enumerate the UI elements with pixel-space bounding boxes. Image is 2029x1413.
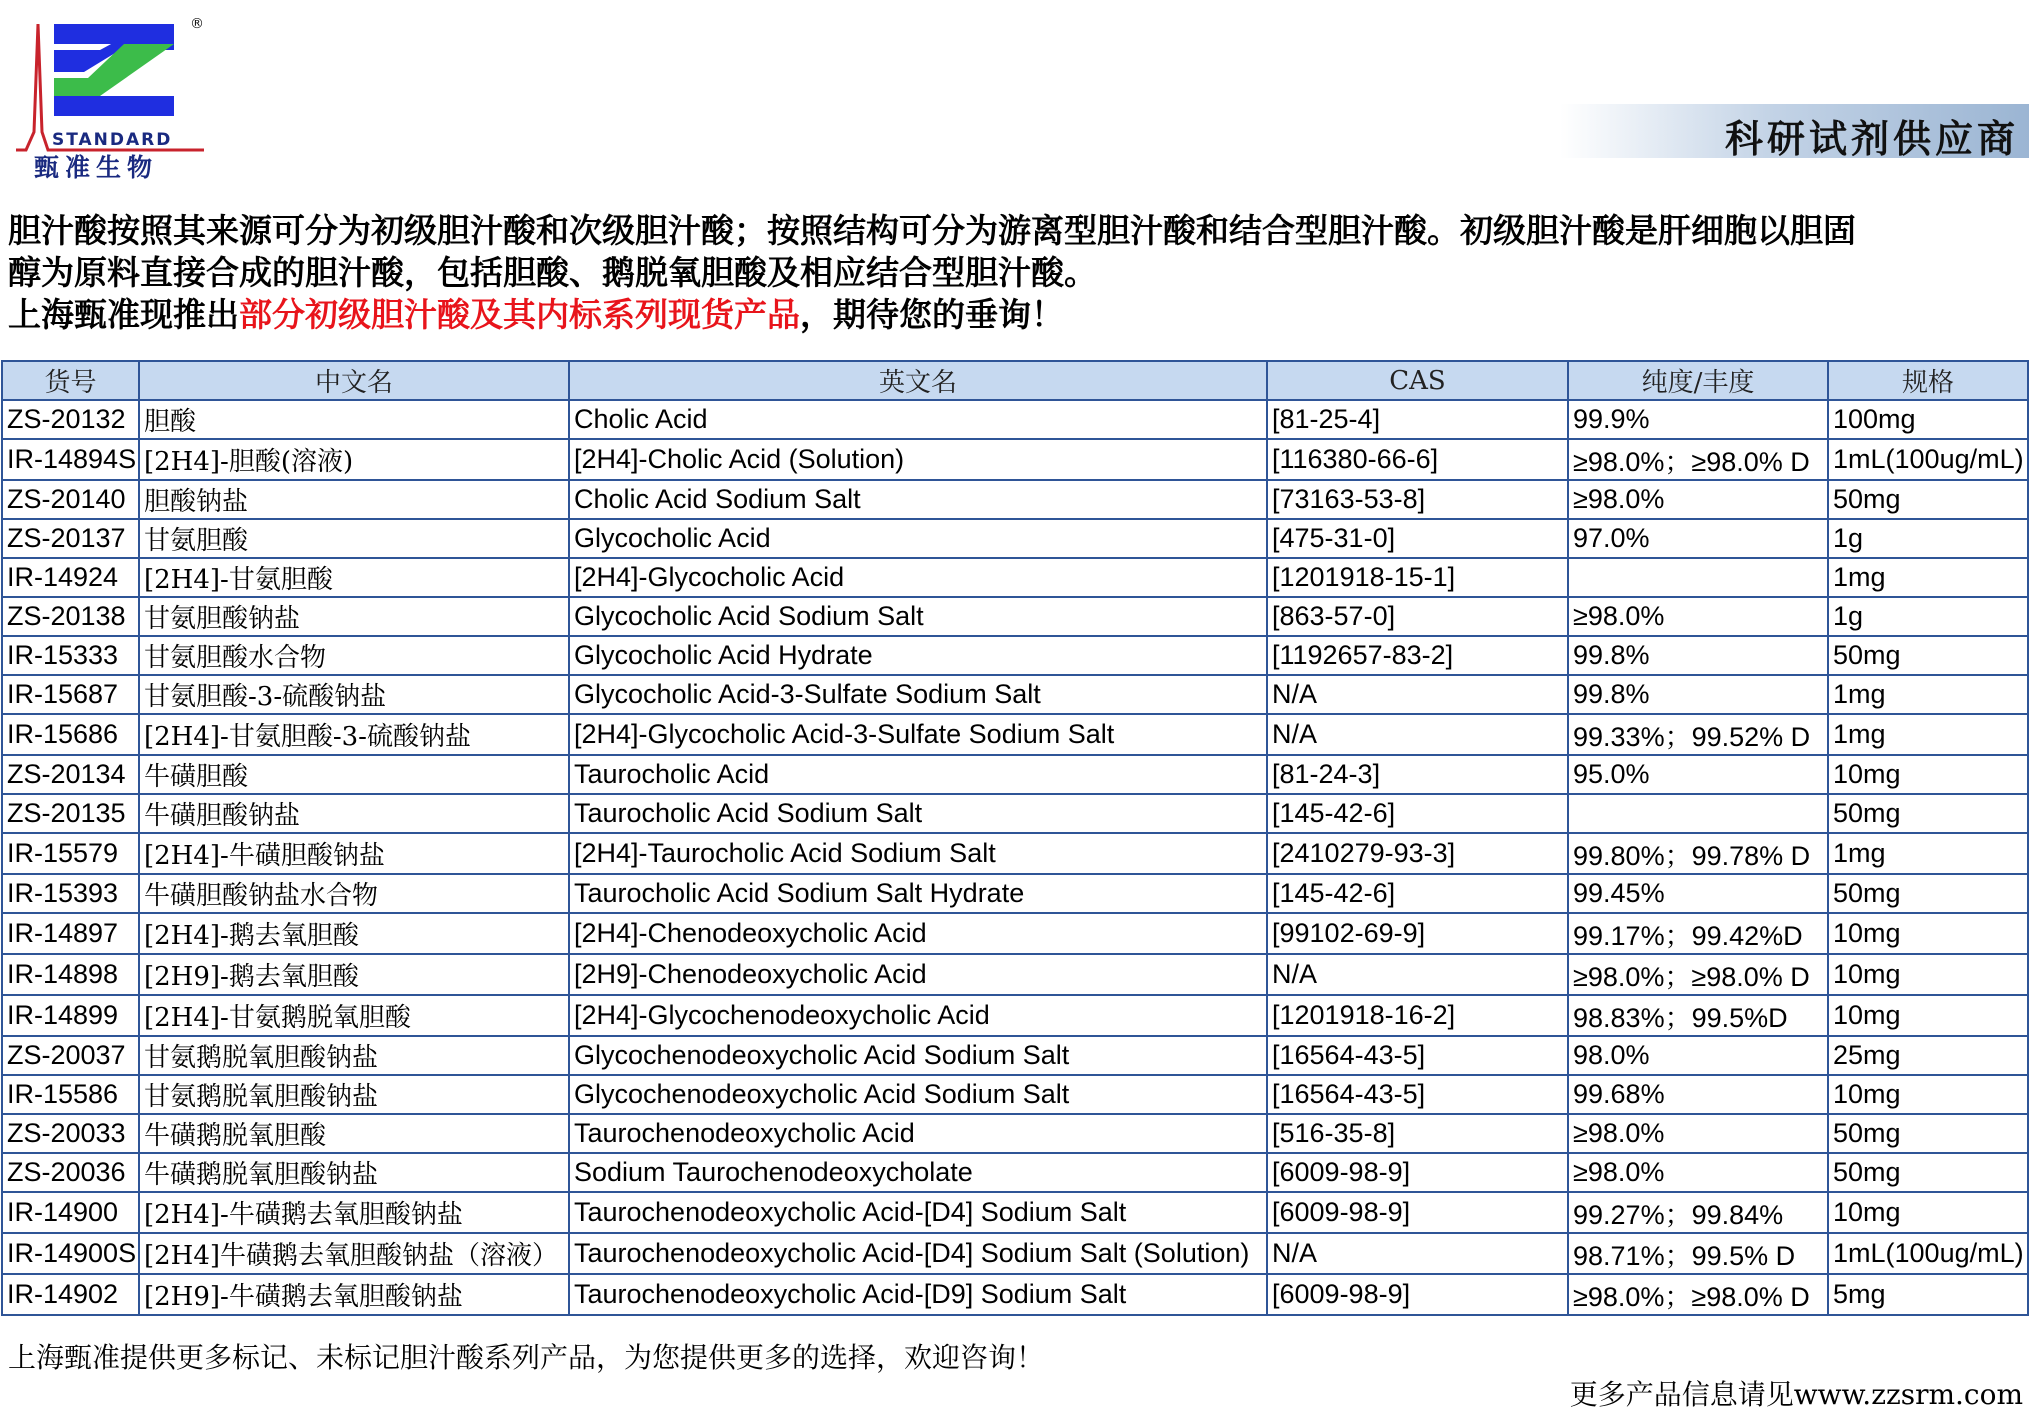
- catalog-no-cell: IR-15687: [2, 675, 139, 714]
- spec-cell: 100mg: [1828, 400, 2028, 439]
- spec-cell: 50mg: [1828, 1153, 2028, 1192]
- purity-cell: 97.0%: [1568, 519, 1828, 558]
- cas-cell: [6009-98-9]: [1267, 1274, 1568, 1315]
- purity-cell: 98.71%；99.5% D: [1568, 1233, 1828, 1274]
- english-name-cell: [2H4]-Taurocholic Acid Sodium Salt: [569, 833, 1267, 874]
- spec-cell: 10mg: [1828, 995, 2028, 1036]
- chinese-name-cell: 牛磺胆酸钠盐水合物: [139, 874, 569, 913]
- table-row: [2, 519, 2028, 558]
- cas-cell: [73163-53-8]: [1267, 480, 1568, 519]
- english-name-cell: Glycocholic Acid-3-Sulfate Sodium Salt: [569, 675, 1267, 714]
- table-row: [2, 913, 2028, 954]
- header-purity: 纯度/丰度: [1568, 361, 1828, 400]
- purity-cell: 99.17%；99.42%D: [1568, 913, 1828, 954]
- cas-cell: [6009-98-9]: [1267, 1153, 1568, 1192]
- registered-mark: ®: [190, 16, 204, 32]
- chinese-name-cell: 牛磺胆酸: [139, 755, 569, 794]
- cas-cell: [475-31-0]: [1267, 519, 1568, 558]
- intro-line-1: 胆汁酸按照其来源可分为初级胆汁酸和次级胆汁酸；按照结构可分为游离型胆汁酸和结合型胆汁酸。初级胆汁酸是肝细胞以胆固: [8, 211, 1856, 250]
- english-name-cell: Sodium Taurochenodeoxycholate: [569, 1153, 1267, 1192]
- cas-cell: [1201918-15-1]: [1267, 558, 1568, 597]
- chinese-name-cell: [2H4]-甘氨胆酸-3-硫酸钠盐: [139, 714, 569, 755]
- purity-cell: ≥98.0%: [1568, 1114, 1828, 1153]
- chinese-name-cell: [2H4]牛磺鹅去氧胆酸钠盐（溶液）: [139, 1233, 569, 1274]
- chinese-name-cell: [2H4]-牛磺鹅去氧胆酸钠盐: [139, 1192, 569, 1233]
- table-row: [2, 1233, 2028, 1274]
- catalog-no-cell: ZS-20033: [2, 1114, 139, 1153]
- table-row: [2, 714, 2028, 755]
- spec-cell: 5mg: [1828, 1274, 2028, 1315]
- spec-cell: 10mg: [1828, 1075, 2028, 1114]
- catalog-no-cell: ZS-20135: [2, 794, 139, 833]
- catalog-no-cell: IR-14899: [2, 995, 139, 1036]
- catalog-no-cell: IR-15393: [2, 874, 139, 913]
- english-name-cell: Taurochenodeoxycholic Acid-[D9] Sodium Salt: [569, 1274, 1267, 1315]
- cas-cell: N/A: [1267, 675, 1568, 714]
- catalog-no-cell: ZS-20132: [2, 400, 139, 439]
- english-name-cell: [2H4]-Cholic Acid (Solution): [569, 439, 1267, 480]
- purity-cell: 99.8%: [1568, 675, 1828, 714]
- header-cas: CAS: [1267, 361, 1568, 400]
- purity-cell: 99.9%: [1568, 400, 1828, 439]
- purity-cell: 99.33%；99.52% D: [1568, 714, 1828, 755]
- spec-cell: 1g: [1828, 597, 2028, 636]
- chinese-name-cell: 胆酸钠盐: [139, 480, 569, 519]
- chinese-name-cell: [2H4]-甘氨胆酸: [139, 558, 569, 597]
- intro-line-3-prefix: 上海甄准现推出: [8, 295, 239, 334]
- cas-cell: [863-57-0]: [1267, 597, 1568, 636]
- chinese-name-cell: [2H4]-牛磺胆酸钠盐: [139, 833, 569, 874]
- table-row: [2, 1192, 2028, 1233]
- purity-cell: 99.80%；99.78% D: [1568, 833, 1828, 874]
- spec-cell: 50mg: [1828, 874, 2028, 913]
- cas-cell: [99102-69-9]: [1267, 913, 1568, 954]
- intro-line-3: [8, 294, 2018, 336]
- cas-cell: [145-42-6]: [1267, 874, 1568, 913]
- chinese-name-cell: [2H4]-鹅去氧胆酸: [139, 913, 569, 954]
- product-table-body: [2, 400, 2028, 1315]
- english-name-cell: [2H4]-Glycochenodeoxycholic Acid: [569, 995, 1267, 1036]
- chinese-name-cell: 甘氨胆酸钠盐: [139, 597, 569, 636]
- cas-cell: N/A: [1267, 954, 1568, 995]
- spec-cell: 50mg: [1828, 794, 2028, 833]
- cas-cell: [1201918-16-2]: [1267, 995, 1568, 1036]
- english-name-cell: Taurochenodeoxycholic Acid-[D4] Sodium Salt: [569, 1192, 1267, 1233]
- table-row: [2, 874, 2028, 913]
- cas-cell: [81-24-3]: [1267, 755, 1568, 794]
- header-catalog-no: 货号: [2, 361, 139, 400]
- cas-cell: [116380-66-6]: [1267, 439, 1568, 480]
- table-row: [2, 675, 2028, 714]
- table-row: [2, 1274, 2028, 1315]
- header-spec: 规格: [1828, 361, 2028, 400]
- english-name-cell: Glycocholic Acid Sodium Salt: [569, 597, 1267, 636]
- spec-cell: 1g: [1828, 519, 2028, 558]
- spec-cell: 10mg: [1828, 755, 2028, 794]
- chinese-name-cell: 牛磺鹅脱氧胆酸: [139, 1114, 569, 1153]
- english-name-cell: Glycochenodeoxycholic Acid Sodium Salt: [569, 1075, 1267, 1114]
- purity-cell: ≥98.0%；≥98.0% D: [1568, 954, 1828, 995]
- table-row: [2, 1114, 2028, 1153]
- spec-cell: 10mg: [1828, 1192, 2028, 1233]
- chinese-name-cell: [2H4]-甘氨鹅脱氧胆酸: [139, 995, 569, 1036]
- spec-cell: 1mg: [1828, 558, 2028, 597]
- chinese-name-cell: [2H9]-牛磺鹅去氧胆酸钠盐: [139, 1274, 569, 1315]
- catalog-no-cell: IR-15333: [2, 636, 139, 675]
- header-banner: [1560, 104, 2029, 161]
- english-name-cell: Glycocholic Acid Hydrate: [569, 636, 1267, 675]
- chinese-name-cell: 牛磺鹅脱氧胆酸钠盐: [139, 1153, 569, 1192]
- cas-cell: [16564-43-5]: [1267, 1075, 1568, 1114]
- footer-note: 上海甄准提供更多标记、未标记胆汁酸系列产品，为您提供更多的选择，欢迎咨询！: [8, 1341, 1045, 1374]
- chinese-name-cell: [2H4]-胆酸(溶液): [139, 439, 569, 480]
- logo-chinese-name: 甄准生物: [34, 153, 159, 182]
- spec-cell: 50mg: [1828, 1114, 2028, 1153]
- purity-cell: ≥98.0%: [1568, 1153, 1828, 1192]
- cas-cell: [16564-43-5]: [1267, 1036, 1568, 1075]
- catalog-no-cell: IR-15586: [2, 1075, 139, 1114]
- table-row: [2, 480, 2028, 519]
- banner-slogan: 科研试剂供应商: [1724, 116, 2019, 161]
- catalog-no-cell: IR-15686: [2, 714, 139, 755]
- cas-cell: [2410279-93-3]: [1267, 833, 1568, 874]
- company-logo: [14, 14, 214, 186]
- catalog-no-cell: IR-14902: [2, 1274, 139, 1315]
- table-row: [2, 597, 2028, 636]
- cas-cell: [1192657-83-2]: [1267, 636, 1568, 675]
- intro-paragraph: [8, 210, 2018, 336]
- header-english-name: 英文名: [569, 361, 1267, 400]
- table-row: [2, 439, 2028, 480]
- purity-cell: [1568, 794, 1828, 833]
- purity-cell: 99.45%: [1568, 874, 1828, 913]
- cas-cell: N/A: [1267, 714, 1568, 755]
- english-name-cell: Taurochenodeoxycholic Acid-[D4] Sodium Salt (Solution): [569, 1233, 1267, 1274]
- spec-cell: 1mg: [1828, 714, 2028, 755]
- table-row: [2, 755, 2028, 794]
- table-row: [2, 1153, 2028, 1192]
- purity-cell: [1568, 558, 1828, 597]
- spec-cell: 1mL(100ug/mL): [1828, 1233, 2028, 1274]
- chinese-name-cell: 甘氨胆酸水合物: [139, 636, 569, 675]
- catalog-no-cell: ZS-20036: [2, 1153, 139, 1192]
- english-name-cell: [2H4]-Glycocholic Acid-3-Sulfate Sodium Salt: [569, 714, 1267, 755]
- english-name-cell: Cholic Acid: [569, 400, 1267, 439]
- table-row: [2, 636, 2028, 675]
- chinese-name-cell: 甘氨胆酸-3-硫酸钠盐: [139, 675, 569, 714]
- purity-cell: 98.83%；99.5%D: [1568, 995, 1828, 1036]
- catalog-no-cell: ZS-20037: [2, 1036, 139, 1075]
- catalog-no-cell: ZS-20140: [2, 480, 139, 519]
- intro-line-3-suffix: ，期待您的垂询！: [800, 295, 1064, 334]
- chinese-name-cell: 甘氨鹅脱氧胆酸钠盐: [139, 1075, 569, 1114]
- chinese-name-cell: 甘氨胆酸: [139, 519, 569, 558]
- catalog-no-cell: IR-14898: [2, 954, 139, 995]
- cas-cell: [516-35-8]: [1267, 1114, 1568, 1153]
- catalog-no-cell: ZS-20137: [2, 519, 139, 558]
- logo-wordmark: STANDARD: [52, 130, 173, 150]
- chinese-name-cell: [2H9]-鹅去氧胆酸: [139, 954, 569, 995]
- table-row: [2, 400, 2028, 439]
- cas-cell: [6009-98-9]: [1267, 1192, 1568, 1233]
- purity-cell: 99.8%: [1568, 636, 1828, 675]
- spec-cell: 1mg: [1828, 675, 2028, 714]
- cas-cell: N/A: [1267, 1233, 1568, 1274]
- chinese-name-cell: 甘氨鹅脱氧胆酸钠盐: [139, 1036, 569, 1075]
- table-row: [2, 1036, 2028, 1075]
- zz-standard-logo-icon: [14, 14, 214, 186]
- catalog-no-cell: IR-14894S: [2, 439, 139, 480]
- intro-highlight: 部分初级胆汁酸及其内标系列现货产品: [239, 295, 800, 334]
- catalog-no-cell: IR-15579: [2, 833, 139, 874]
- english-name-cell: Taurocholic Acid: [569, 755, 1267, 794]
- english-name-cell: Taurocholic Acid Sodium Salt: [569, 794, 1267, 833]
- catalog-no-cell: IR-14900S: [2, 1233, 139, 1274]
- catalog-no-cell: ZS-20134: [2, 755, 139, 794]
- purity-cell: 98.0%: [1568, 1036, 1828, 1075]
- purity-cell: ≥98.0%；≥98.0% D: [1568, 439, 1828, 480]
- catalog-no-cell: ZS-20138: [2, 597, 139, 636]
- english-name-cell: Taurocholic Acid Sodium Salt Hydrate: [569, 874, 1267, 913]
- purity-cell: 99.68%: [1568, 1075, 1828, 1114]
- english-name-cell: Glycocholic Acid: [569, 519, 1267, 558]
- cas-cell: [145-42-6]: [1267, 794, 1568, 833]
- purity-cell: ≥98.0%: [1568, 597, 1828, 636]
- english-name-cell: [2H9]-Chenodeoxycholic Acid: [569, 954, 1267, 995]
- table-row: [2, 833, 2028, 874]
- table-row: [2, 1075, 2028, 1114]
- table-header-row: [2, 361, 2028, 400]
- english-name-cell: [2H4]-Chenodeoxycholic Acid: [569, 913, 1267, 954]
- cas-cell: [81-25-4]: [1267, 400, 1568, 439]
- spec-cell: 1mL(100ug/mL): [1828, 439, 2028, 480]
- header-chinese-name: 中文名: [139, 361, 569, 400]
- spec-cell: 1mg: [1828, 833, 2028, 874]
- catalog-no-cell: IR-14897: [2, 913, 139, 954]
- catalog-no-cell: IR-14900: [2, 1192, 139, 1233]
- product-table: [1, 360, 2029, 1316]
- chinese-name-cell: 牛磺胆酸钠盐: [139, 794, 569, 833]
- spec-cell: 10mg: [1828, 913, 2028, 954]
- purity-cell: ≥98.0%；≥98.0% D: [1568, 1274, 1828, 1315]
- spec-cell: 50mg: [1828, 480, 2028, 519]
- purity-cell: 95.0%: [1568, 755, 1828, 794]
- purity-cell: 99.27%；99.84%: [1568, 1192, 1828, 1233]
- intro-line-2: 醇为原料直接合成的胆汁酸，包括胆酸、鹅脱氧胆酸及相应结合型胆汁酸。: [8, 253, 1097, 292]
- catalog-no-cell: IR-14924: [2, 558, 139, 597]
- purity-cell: ≥98.0%: [1568, 480, 1828, 519]
- spec-cell: 25mg: [1828, 1036, 2028, 1075]
- english-name-cell: Cholic Acid Sodium Salt: [569, 480, 1267, 519]
- english-name-cell: Glycochenodeoxycholic Acid Sodium Salt: [569, 1036, 1267, 1075]
- table-row: [2, 954, 2028, 995]
- english-name-cell: [2H4]-Glycocholic Acid: [569, 558, 1267, 597]
- spec-cell: 10mg: [1828, 954, 2028, 995]
- website-link[interactable]: 更多产品信息请见www.zzsrm.com: [1569, 1378, 2023, 1411]
- english-name-cell: Taurochenodeoxycholic Acid: [569, 1114, 1267, 1153]
- table-row: [2, 558, 2028, 597]
- table-row: [2, 794, 2028, 833]
- spec-cell: 50mg: [1828, 636, 2028, 675]
- table-row: [2, 995, 2028, 1036]
- chinese-name-cell: 胆酸: [139, 400, 569, 439]
